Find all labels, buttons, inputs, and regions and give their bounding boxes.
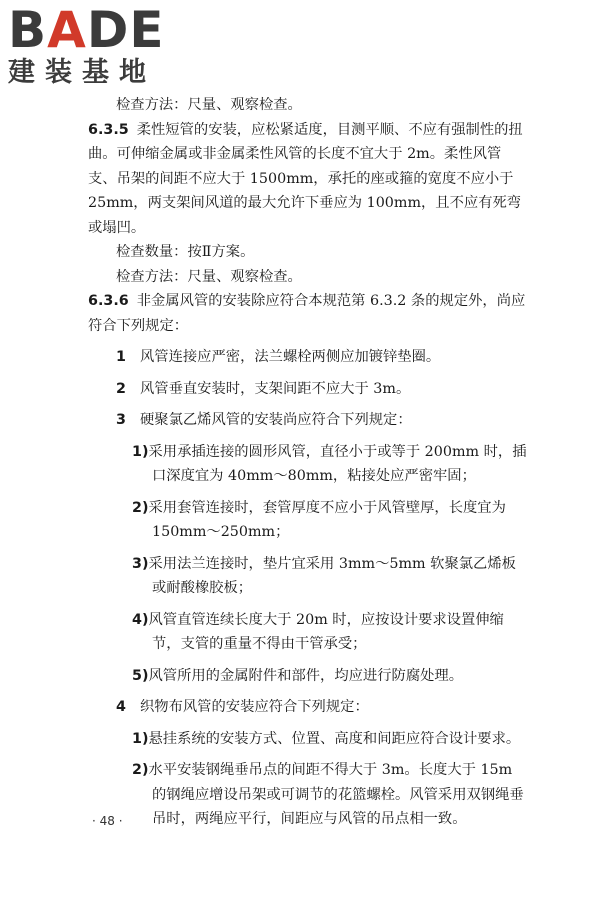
sub-list-item: 5)风管所用的金属附件和部件，均应进行防腐处理。 — [132, 667, 464, 684]
clause-number: 6.3.5 — [88, 121, 129, 138]
list-item: 3 硬聚氯乙烯风管的安装尚应符合下列规定： — [116, 412, 412, 428]
clause-6-3-5 — [88, 118, 528, 241]
clause-text: 柔性短管的安装，应松紧适度，目测平顺、不应有强制性的扭曲。可伸缩金属或非金属柔性风管的长度不宜大于 2m。柔性风管支、吊架的间距不应大于 1500mm，承托的座或箍的宽度不应小于 25mm，两支架间风道的最大允许下垂应为 100mm，且不应有死弯或塌凹。 — [88, 121, 523, 236]
page-number: · 48 · — [92, 814, 123, 828]
logo-text: BADE — [8, 1, 165, 59]
sub-list-item: 2)采用套管连接时，套管厚度不应小于风管壁厚，长度宜为 150mm～250mm； — [132, 499, 506, 540]
logo-subtitle: 建装基地 — [8, 57, 156, 88]
sub-list-item: 2)水平安装钢绳垂吊点的间距不得大于 3m。长度大于 15m 的钢绳应增设吊架或可调节的花篮螺栓。风管采用双钢绳垂吊时，两绳应平行，间距应与风管的吊点相一致。 — [132, 762, 524, 827]
sub-list-item: 1)悬挂系统的安装方式、位置、高度和间距应符合设计要求。 — [132, 730, 521, 747]
clause-text: 非金属风管的安装除应符合本规范第 6.3.2 条的规定外，尚应符合下列规定： — [88, 293, 526, 334]
sub-list-item: 1)采用承插连接的圆形风管，直径小于或等于 200mm 时，插口深度宜为 40mm～80mm，粘接处应严密牢固； — [132, 443, 527, 484]
sub-list-item: 4)风管直管连续长度大于 20m 时，应按设计要求设置伸缩节，支管的重量不得由干管承受； — [132, 611, 504, 652]
bade-logo — [8, 1, 178, 88]
inspection-quantity-line: 检查数量：按Ⅱ方案。 — [116, 244, 255, 260]
clause-number: 6.3.6 — [88, 293, 129, 309]
inspection-method-line: 检查方法：尺量、观察检查。 — [116, 97, 302, 113]
list-item: 4 织物布风管的安装应符合下列规定： — [116, 699, 369, 715]
list-item: 1 风管连接应严密，法兰螺栓两侧应加镀锌垫圈。 — [116, 349, 441, 365]
sub-list-item: 3)采用法兰连接时，垫片宜采用 3mm～5mm 软聚氯乙烯板或耐酸橡胶板； — [132, 555, 516, 596]
inspection-method-line-2: 检查方法：尺量、观察检查。 — [116, 268, 302, 285]
page-body — [88, 93, 528, 832]
logo-wordmark — [8, 1, 178, 59]
clause-6-3-6 — [88, 289, 528, 338]
list-item: 2 风管垂直安装时，支架间距不应大于 3m。 — [116, 380, 411, 397]
